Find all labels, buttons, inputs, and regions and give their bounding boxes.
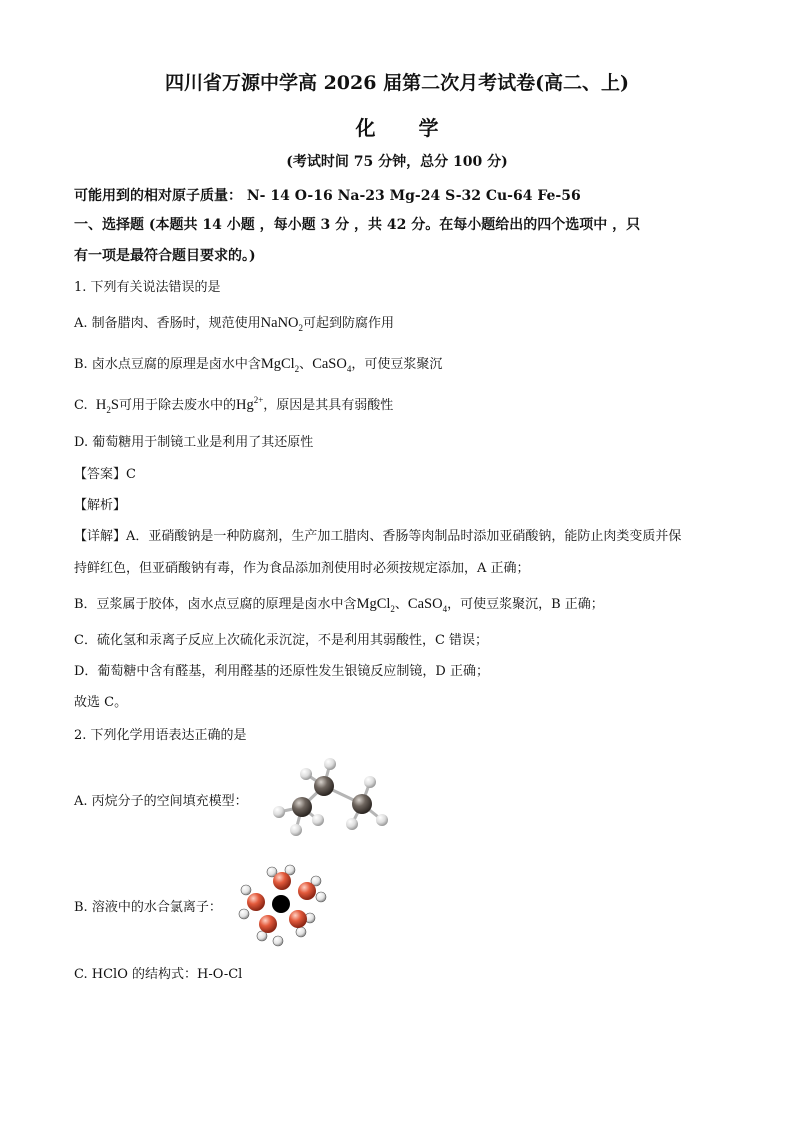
q1-answer xyxy=(74,463,136,482)
q1-option-c-formula1-sub: 2 xyxy=(106,404,111,415)
q1-option-a-pre: A. 制备腊肉、香肠时，规范使用 xyxy=(74,316,261,331)
q1-option-a-formula-base: NaNO xyxy=(260,315,299,331)
q1-option-b xyxy=(74,353,442,374)
q1-detail-b-post: ，可使豆浆聚沉，B 正确； xyxy=(447,597,604,612)
q1-option-b-formula2-sub: 4 xyxy=(346,363,352,374)
q1-option-c xyxy=(74,394,393,415)
subject-title: 化 学 xyxy=(355,116,457,140)
hydrogen-atom xyxy=(239,909,249,919)
q1-detail-b xyxy=(74,593,604,614)
q1-conclusion: 故选 C。 xyxy=(74,695,128,710)
chloride-ion xyxy=(272,895,290,913)
q2-option-a: A. 丙烷分子的空间填充模型： xyxy=(74,794,248,809)
q2-stem: 2. 下列化学用语表达正确的是 xyxy=(74,728,247,743)
carbon-atom xyxy=(292,797,312,817)
q1-detail-b-formula1-sub: 2 xyxy=(390,603,395,614)
exam-title: 四川省万源中学高 2026 届第二次月考试卷(高二、上) xyxy=(164,72,630,94)
q1-option-c-formula2-sup: 2+ xyxy=(253,395,264,406)
q1-option-b-pre: B. 卤水点豆腐的原理是卤水中含 xyxy=(74,357,261,372)
oxygen-atom xyxy=(247,893,265,911)
propane-model-figure xyxy=(260,752,400,842)
atomic-mass-line: 可能用到的相对原子质量： N- 14 O-16 Na-23 Mg-24 S-32 Cu-64 Fe-56 xyxy=(74,188,581,204)
q1-stem: 1. 下列有关说法错误的是 xyxy=(74,280,221,295)
q1-option-a-formula xyxy=(261,315,303,331)
oxygen-atom xyxy=(298,882,316,900)
q1-detail-b-formula1 xyxy=(357,596,395,612)
water-molecule-left xyxy=(239,885,265,919)
oxygen-atom xyxy=(259,915,277,933)
q1-detail-tag: 【详解】 xyxy=(74,529,127,544)
exam-time-info: (考试时间 75 分钟，总分 100 分) xyxy=(286,154,508,170)
q1-answer-value: C xyxy=(126,467,136,482)
q1-option-c-formula1-a: H xyxy=(95,397,107,413)
hydrogen-atom xyxy=(273,806,285,818)
q1-option-c-formula2 xyxy=(236,397,263,413)
q2-option-b: B. 溶液中的水合氯离子： xyxy=(74,900,222,915)
hydrogen-atom xyxy=(300,768,312,780)
oxygen-atom xyxy=(289,910,307,928)
hydrogen-atom xyxy=(316,892,326,902)
q1-option-c-pre: C. xyxy=(74,398,88,413)
q1-answer-tag: 【答案】 xyxy=(74,467,127,482)
q2-option-c: C. HClO 的结构式：H-O-Cl xyxy=(74,967,243,982)
q1-option-b-formula1-base: MgCl xyxy=(260,356,295,372)
q1-detail-b-pre: B．豆浆属于胶体，卤水点豆腐的原理是卤水中含 xyxy=(74,597,357,612)
hydrogen-atom xyxy=(364,776,376,788)
q1-option-a-formula-sub: 2 xyxy=(298,322,304,333)
water-molecule-upper-right xyxy=(298,876,326,902)
q1-option-b-formula1-sub: 2 xyxy=(294,363,300,374)
hydrogen-atom xyxy=(241,885,251,895)
q1-option-c-formula1 xyxy=(96,397,119,413)
hydrogen-atom xyxy=(346,818,358,830)
q1-analysis-tag: 【解析】 xyxy=(74,498,127,513)
water-molecule-lower-right xyxy=(289,910,315,937)
q1-option-c-mid: 可用于除去废水中的 xyxy=(118,398,236,413)
q1-option-a-post: 可起到防腐作用 xyxy=(303,316,395,331)
q1-option-c-formula2-base: Hg xyxy=(235,397,254,413)
oxygen-atom xyxy=(273,872,291,890)
q1-option-b-post: ，可使豆浆聚沉 xyxy=(351,357,443,372)
section-heading-line1: 一、选择题 (本题共 14 小题 ，每小题 3 分 ，共 42 分。在每小题给出的四个选项中 ，只 xyxy=(74,217,641,233)
hydrogen-atom xyxy=(324,758,336,770)
hydrogen-atom xyxy=(290,824,302,836)
q1-option-b-sep: 、 xyxy=(299,357,313,372)
q1-option-b-formula1 xyxy=(261,356,299,372)
hydrogen-atom xyxy=(296,927,306,937)
q1-detail-c: C．硫化氢和汞离子反应上次硫化汞沉淀，不是利用其弱酸性，C 错误； xyxy=(74,633,489,648)
q1-detail-b-formula2 xyxy=(408,596,447,612)
hydrogen-atom xyxy=(273,936,283,946)
q1-option-b-formula2 xyxy=(312,356,351,372)
carbon-atom xyxy=(352,794,372,814)
q1-option-b-formula2-base: CaSO xyxy=(312,356,347,372)
carbon-atom xyxy=(314,776,334,796)
hydrogen-atom xyxy=(312,814,324,826)
q1-detail-a-line2: 持鲜红色，但亚硝酸钠有毒，作为食品添加剂使用时必须按规定添加，A 正确； xyxy=(74,561,530,576)
q1-detail-b-formula2-base: CaSO xyxy=(407,596,443,612)
q1-detail-a-text: A．亚硝酸钠是一种防腐剂，生产加工腊肉、香肠等肉制品时添加亚硝酸钠，能防止肉类变质并保 xyxy=(126,529,682,544)
q1-detail-b-formula2-sub: 4 xyxy=(442,603,448,614)
section-heading-line2: 有一项是最符合题目要求的。) xyxy=(74,248,256,264)
q1-option-d: D. 葡萄糖用于制镜工业是利用了其还原性 xyxy=(74,435,314,450)
hydrogen-atom xyxy=(376,814,388,826)
q1-detail-d: D．葡萄糖中含有醛基，利用醛基的还原性发生银镜反应制镜，D 正确； xyxy=(74,664,489,679)
water-molecule-top xyxy=(267,865,295,890)
q1-detail-b-formula1-base: MgCl xyxy=(356,596,391,612)
q1-option-c-formula1-b: S xyxy=(110,397,119,413)
q1-detail-a-line1 xyxy=(74,525,681,544)
hydrated-chloride-ion-figure xyxy=(238,862,328,947)
q1-option-a xyxy=(74,312,394,333)
q1-option-c-post: ，原因是其具有弱酸性 xyxy=(263,398,394,413)
water-molecule-bottom xyxy=(257,915,283,946)
q1-detail-b-sep: 、 xyxy=(394,597,408,612)
